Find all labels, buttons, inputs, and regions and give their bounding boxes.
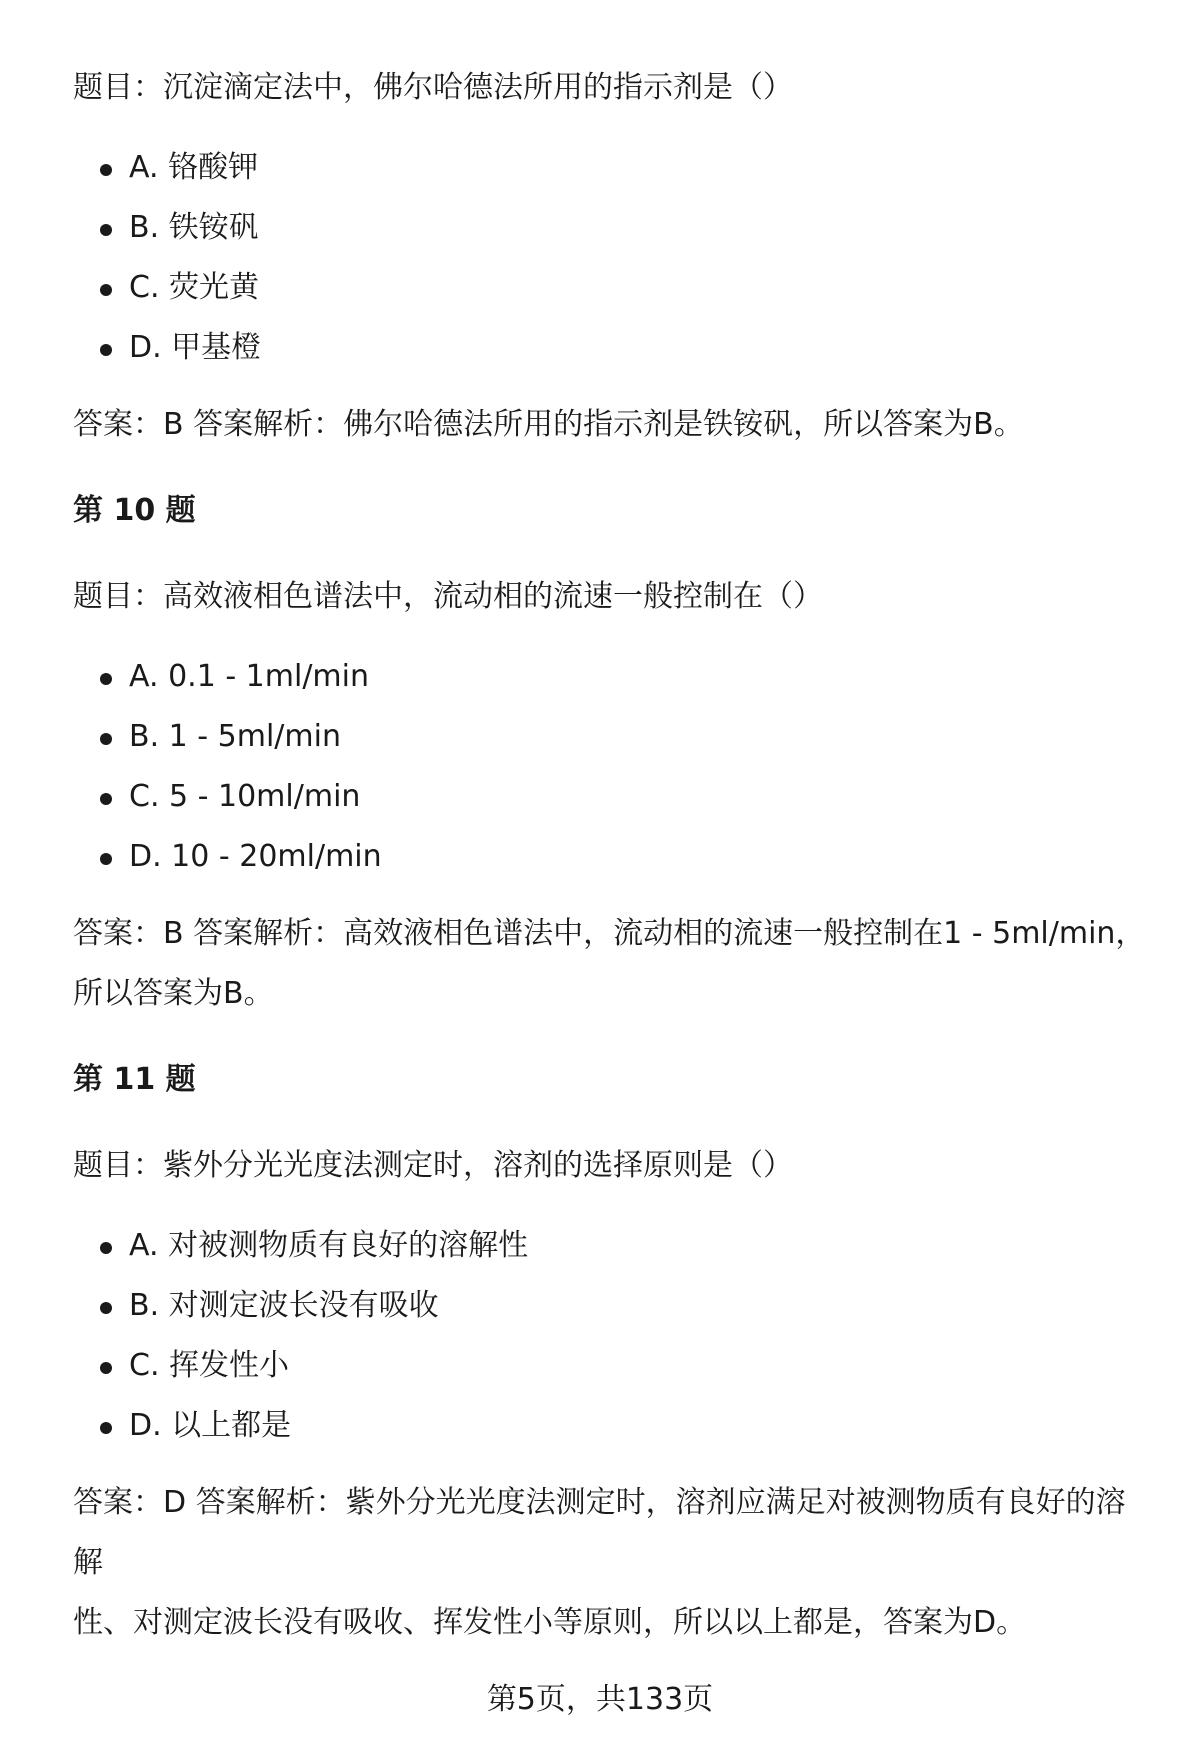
question-10-text: 题目：高效液相色谱法中，流动相的流速一般控制在（）: [73, 579, 823, 614]
option-item: [73, 258, 1153, 318]
bullet-icon: [100, 1362, 112, 1374]
bullet-icon: [100, 673, 112, 685]
bullet-icon: [100, 164, 112, 176]
option-item: [73, 318, 1153, 378]
option-label: D. 以上都是: [129, 1408, 292, 1443]
document-page: [73, 58, 1153, 1679]
bullet-icon: [100, 344, 112, 356]
option-item: [73, 1336, 1153, 1396]
option-label: D. 甲基橙: [129, 330, 262, 365]
question-9-text: 题目：沉淀滴定法中，佛尔哈德法所用的指示剂是（）: [73, 70, 793, 105]
bullet-icon: [100, 1242, 112, 1254]
option-item: [73, 827, 1153, 887]
question-11-answer: [73, 1473, 1153, 1653]
option-label: C. 荧光黄: [129, 270, 260, 305]
answer-line: 性、对测定波长没有吸收、挥发性小等原则，所以以上都是，答案为D。: [73, 1605, 1027, 1640]
bullet-icon: [100, 284, 112, 296]
bullet-icon: [100, 793, 112, 805]
answer-line: 所以答案为B。: [73, 976, 274, 1011]
bullet-icon: [100, 1422, 112, 1434]
option-label: C. 挥发性小: [129, 1348, 290, 1383]
question-9-options: [73, 138, 1153, 378]
bullet-icon: [100, 853, 112, 865]
option-label: A. 对被测物质有良好的溶解性: [129, 1228, 529, 1263]
bullet-icon: [100, 1302, 112, 1314]
question-10-heading: 第 10 题: [73, 493, 196, 528]
option-label: B. 对测定波长没有吸收: [129, 1288, 439, 1323]
option-item: [73, 138, 1153, 198]
bullet-icon: [100, 733, 112, 745]
option-item: [73, 647, 1153, 707]
option-label: A. 0.1 - 1ml/min: [129, 659, 369, 694]
option-item: [73, 707, 1153, 767]
question-11-options: [73, 1216, 1153, 1456]
bullet-icon: [100, 224, 112, 236]
option-label: D. 10 - 20ml/min: [129, 839, 382, 874]
question-10-options: [73, 647, 1153, 887]
option-item: [73, 767, 1153, 827]
option-label: A. 铬酸钾: [129, 150, 259, 185]
option-item: [73, 1216, 1153, 1276]
answer-line: 答案：D 答案解析：紫外分光光度法测定时，溶剂应满足对被测物质有良好的溶解: [73, 1485, 1126, 1580]
option-label: B. 1 - 5ml/min: [129, 719, 341, 754]
question-11-heading: 第 11 题: [73, 1062, 196, 1097]
option-item: [73, 1276, 1153, 1336]
page-footer: 第5页，共133页: [486, 1682, 714, 1717]
option-item: [73, 1396, 1153, 1456]
question-9-answer: 答案：B 答案解析：佛尔哈德法所用的指示剂是铁铵矾，所以答案为B。: [73, 407, 1024, 442]
option-label: B. 铁铵矾: [129, 210, 259, 245]
option-label: C. 5 - 10ml/min: [129, 779, 361, 814]
question-11-text: 题目：紫外分光光度法测定时，溶剂的选择原则是（）: [73, 1148, 793, 1183]
option-item: [73, 198, 1153, 258]
answer-line: 答案：B 答案解析：高效液相色谱法中，流动相的流速一般控制在1 - 5ml/min，: [73, 916, 1146, 951]
question-10-answer: [73, 904, 1153, 1024]
